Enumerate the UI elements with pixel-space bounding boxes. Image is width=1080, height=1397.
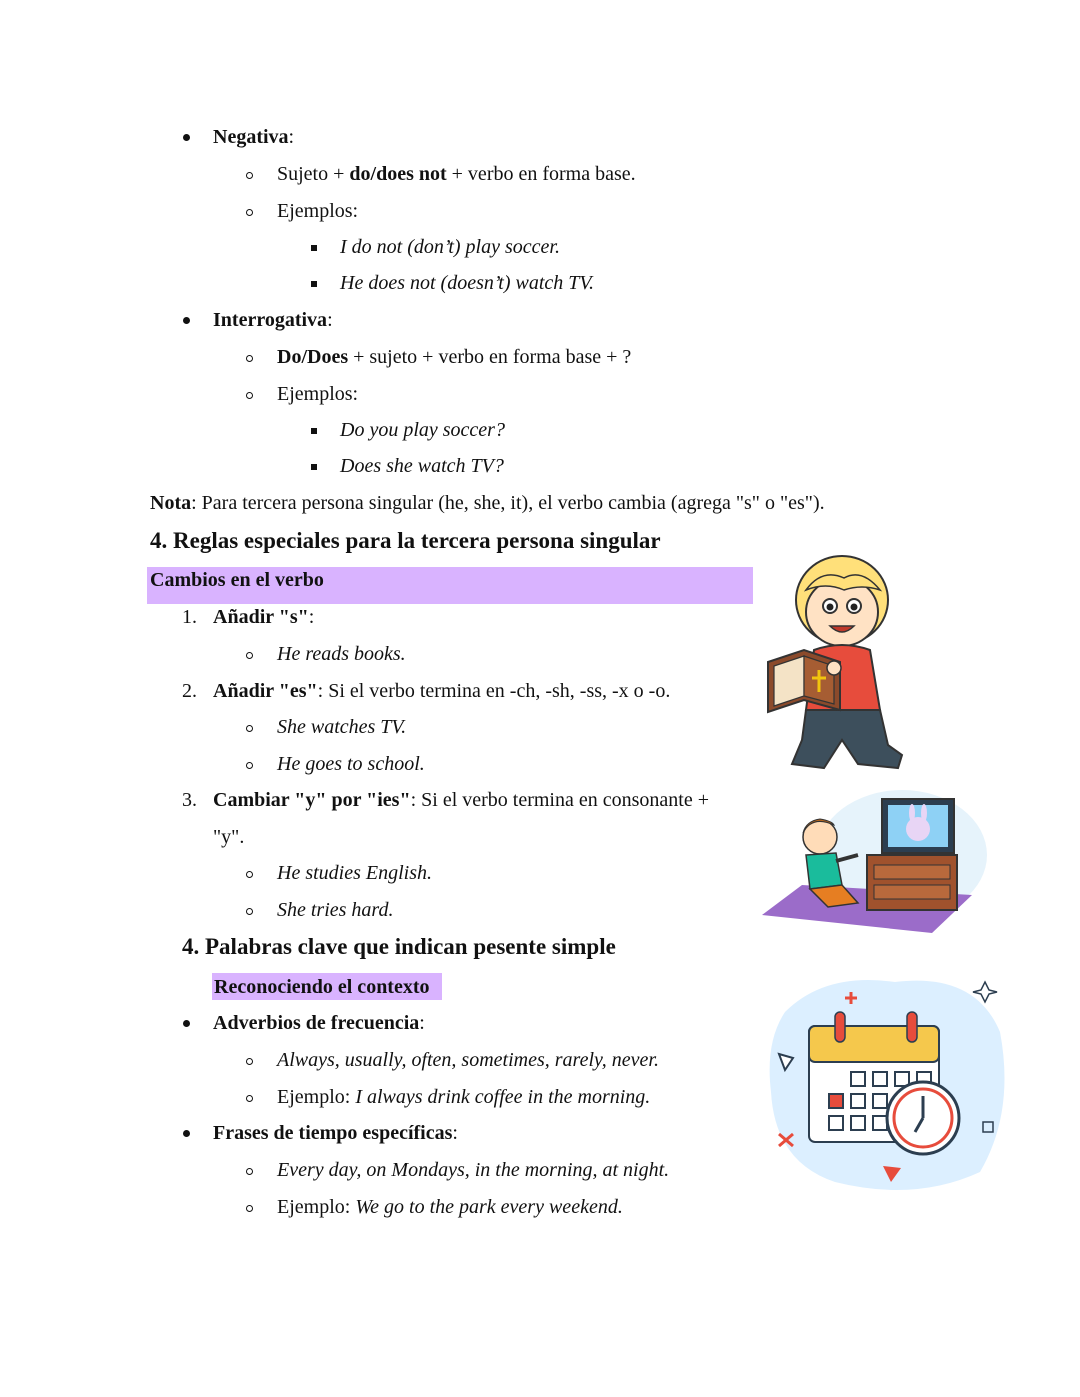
calendar-clock-illustration: [765, 972, 1010, 1197]
phrases-heading: Frases de tiempo específicas:: [213, 1122, 458, 1144]
bullet: [246, 172, 253, 179]
negativa-heading: Negativa:: [213, 126, 295, 148]
bullet: [246, 652, 253, 659]
rule-title: Cambiar "y" por "ies": Si el verbo termina en consonante +: [213, 789, 709, 811]
adverbs-heading: Adverbios de frecuencia:: [213, 1012, 425, 1034]
bullet: [311, 281, 317, 287]
bullet: [183, 317, 190, 324]
bullet: [311, 428, 317, 434]
rule-number: 1.: [182, 606, 197, 628]
child-reading-illustration: [762, 550, 912, 775]
interrogativa-rule: Do/Does + sujeto + verbo en forma base + ?: [277, 346, 632, 368]
negativa-example: I do not (don’t) play soccer.: [340, 236, 560, 258]
bullet: [246, 725, 253, 732]
bullet: [246, 355, 253, 362]
negativa-example: He does not (doesn’t) watch TV.: [340, 272, 595, 294]
nota: Nota: Para tercera persona singular (he, she, it), el verbo cambia (agrega "s" o "es").: [150, 492, 825, 514]
interrogativa-heading: Interrogativa:: [213, 309, 333, 331]
child-watching-tv-illustration: [762, 785, 987, 940]
phrases-list: Every day, on Mondays, in the morning, at night.: [277, 1159, 670, 1181]
rule-number: 2.: [182, 680, 197, 702]
bullet: [246, 392, 253, 399]
bullet: [246, 871, 253, 878]
rule-desc-continued: "y".: [213, 826, 245, 848]
rule-title: Añadir "s":: [213, 606, 315, 628]
bullet: [246, 762, 253, 769]
rule-number: 3.: [182, 789, 197, 811]
highlight-text: Cambios en el verbo: [150, 569, 324, 591]
bullet: [183, 1020, 190, 1027]
bullet: [246, 908, 253, 915]
interrogativa-example: Do you play soccer?: [340, 419, 505, 441]
rule-example: He studies English.: [277, 862, 432, 884]
adverbs-list: Always, usually, often, sometimes, rarely, never.: [277, 1049, 659, 1071]
keywords-title: 4. Palabras clave que indican pesente simple: [182, 934, 616, 959]
rule-example: He goes to school.: [277, 753, 425, 775]
negativa-rule: Sujeto + do/does not + verbo en forma base.: [277, 163, 636, 185]
interrogativa-example: Does she watch TV?: [340, 455, 504, 477]
bullet: [183, 1130, 190, 1137]
interrogativa-examples-label: Ejemplos:: [277, 383, 359, 405]
rule-title: Añadir "es": Si el verbo termina en -ch, -sh, -ss, -x o -o.: [213, 680, 671, 702]
bullet: [246, 209, 253, 216]
negativa-examples-label: Ejemplos:: [277, 200, 359, 222]
rule-example: He reads books.: [277, 643, 406, 665]
bullet: [246, 1058, 253, 1065]
bullet: [311, 245, 317, 251]
bullet: [246, 1205, 253, 1212]
rule-example: She tries hard.: [277, 899, 394, 921]
bullet: [246, 1168, 253, 1175]
adverbs-example: Ejemplo: I always drink coffee in the morning.: [277, 1086, 651, 1108]
bullet: [183, 134, 190, 141]
rule-example: She watches TV.: [277, 716, 407, 738]
bullet: [311, 464, 317, 470]
section-title: 4. Reglas especiales para la tercera persona singular: [150, 528, 661, 553]
highlight-text: Reconociendo el contexto: [214, 976, 430, 998]
bullet: [246, 1095, 253, 1102]
phrases-example: Ejemplo: We go to the park every weekend.: [277, 1196, 623, 1218]
